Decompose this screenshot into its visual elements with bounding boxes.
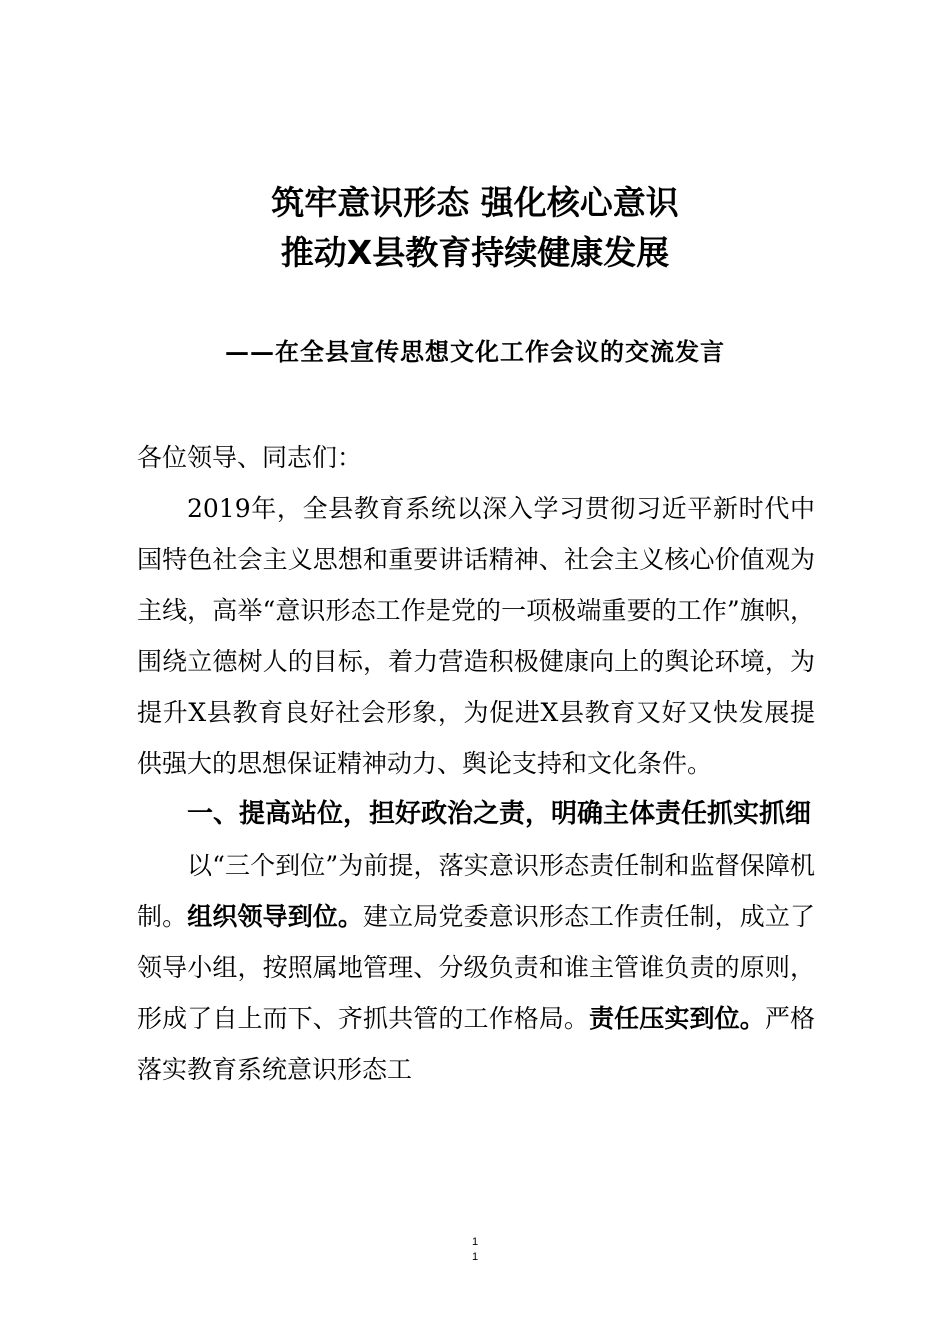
document-subtitle: ——在全县宣传思想文化工作会议的交流发言 <box>225 337 725 366</box>
intro-paragraph: 2019年，全县教育系统以深入学习贯彻习近平新时代中国特色社会主义思想和重要讲话精神、社会主义核心价值观为主线，高举“意识形态工作是党的一项极端重要的工作”旗帜，围绕立德树人的目标，着力营造积极健康向上的舆论环境，为提升X县教育良好社会形象，为促进X县教育又好又快发展提供强大的思想保证精神动力、舆论支持和文化条件。 <box>137 494 815 778</box>
section-1-bold-lead-1: 组织领导到位。 <box>187 902 364 931</box>
title-line-1: 筑牢意识形态 强化核心意识 <box>271 183 679 222</box>
section-1-paragraph <box>137 840 815 1095</box>
salutation: 各位领导、同志们： <box>137 443 363 472</box>
title-line-2: 推动X县教育持续健康发展 <box>280 233 670 272</box>
section-1-text-part-3: 严格落实教育系统意识形态工 <box>137 1004 815 1084</box>
section-1-text-part-1: 以“三个到位”为前提，落实意识形态责任制和监督保障机制。 <box>137 851 815 931</box>
section-1-heading: 一、提高站位，担好政治之责，明确主体责任抓实抓细 <box>187 799 812 829</box>
page-number-top: 1 <box>471 1236 479 1248</box>
section-1-text-part-2: 建立局党委意识形态工作责任制，成立了领导小组，按照属地管理、分级负责和谁主管谁负责的原则，形成了自上而下、齐抓共管的工作格局。 <box>137 902 815 1033</box>
page-number-bottom: 1 <box>471 1251 479 1263</box>
document-title <box>0 178 950 278</box>
section-1-bold-lead-2: 责任压实到位。 <box>589 1004 765 1033</box>
document-body <box>137 432 815 1095</box>
